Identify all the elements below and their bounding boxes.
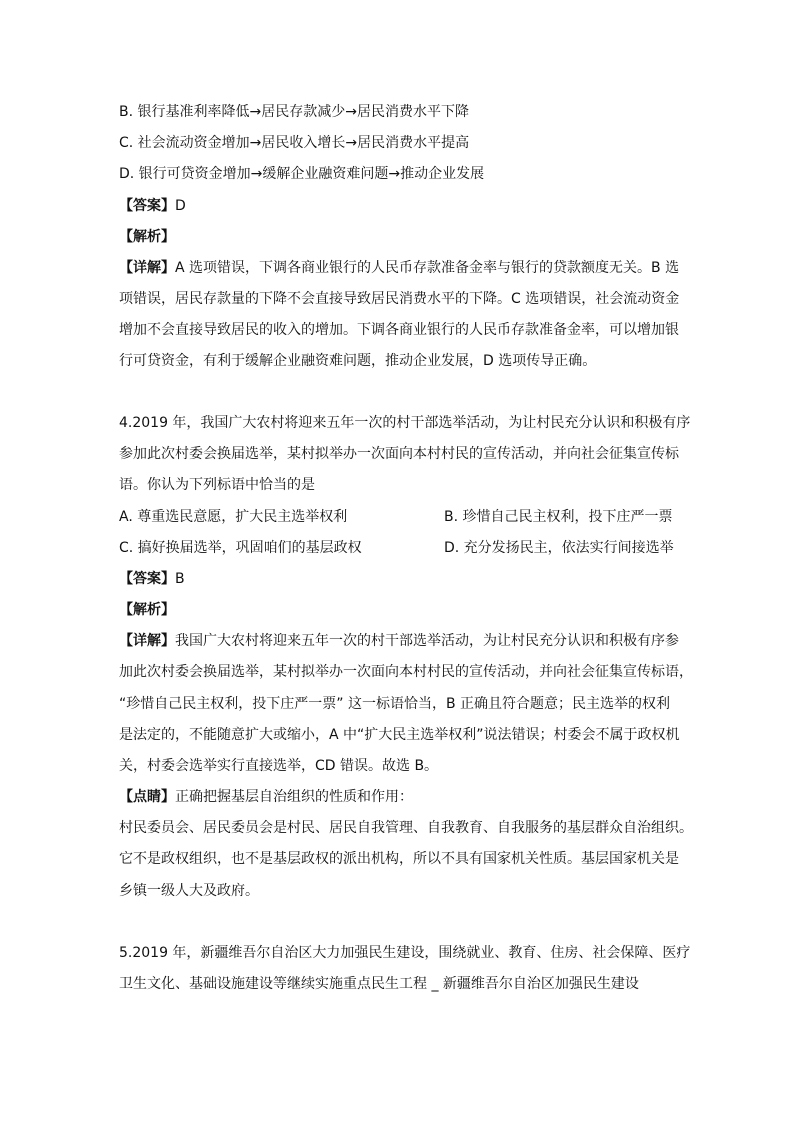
answer-tag: 【答案】	[119, 198, 175, 214]
q4-tip-line-1	[119, 787, 679, 807]
q4-option-c: C. 搞好换届选举，巩固咱们的基层政权	[119, 540, 362, 556]
q3-detail-line-2: 项错误，居民存款量的下降不会直接导致居民消费水平的下降。C 选项错误，社会流动资金	[119, 291, 680, 307]
q4-tip-line-2: 村民委员会、居民委员会是村民、居民自我管理、自我教育、自我服务的基层群众自治组织。	[119, 820, 693, 836]
q3-detail-line-3: 增加不会直接导致居民的收入的增加。下调各商业银行的人民币存款准备金率，可以增加银	[119, 322, 679, 338]
q5-stem-line-2: 卫生文化、基础设施建设等继续实施重点民生工程 _ 新疆维吾尔自治区加强民生建设	[119, 976, 639, 992]
q4-detail-line-3: “珍惜自己民主权利，投下庄严一票” 这一标语恰当，B 正确且符合题意；民主选举的权利	[119, 696, 671, 712]
detail-tag: 【详解】	[119, 633, 175, 649]
q3-detail-line-4: 行可贷资金，有利于缓解企业融资难问题，推动企业发展，D 选项传导正确。	[119, 353, 597, 369]
q3-option-c: C. 社会流动资金增加→居民收入增长→居民消费水平提高	[119, 135, 470, 151]
q4-detail-line-2: 加此次村委会换届选举，某村拟举办一次面向本村村民的宣传活动，并向社会征集宣传标语，	[119, 664, 693, 680]
q4-detail-line-5: 关，村委会选举实行直接选举，CD 错误。故选 B。	[119, 758, 439, 774]
q4-option-a: A. 尊重选民意愿，扩大民主选举权利	[119, 509, 348, 525]
q3-option-d: D. 银行可贷资金增加→缓解企业融资难问题→推动企业发展	[119, 166, 485, 182]
q5-stem-line-1: 5.2019 年，新疆维吾尔自治区大力加强民生建设，围绕就业、教育、住房、社会保障、医疗	[119, 945, 691, 961]
q4-option-d: D. 充分发扬民主，依法实行间接选举	[444, 540, 674, 556]
answer-value: D	[175, 198, 186, 214]
q4-tip-line-3: 它不是政权组织，也不是基层政权的派出机构，所以不具有国家机关性质。基层国家机关是	[119, 851, 679, 867]
q3-detail-line-1	[119, 258, 679, 278]
q4-stem-line-1: 4.2019 年，我国广大农村将迎来五年一次的村干部选举活动，为让村民充分认识和积极有序	[119, 415, 691, 431]
q4-stem-line-3: 语。你认为下列标语中恰当的是	[119, 477, 315, 493]
q3-analysis-tag: 【解析】	[119, 229, 175, 245]
q4-option-b: B. 珍惜自己民主权利，投下庄严一票	[444, 509, 673, 525]
q3-option-b: B. 银行基准利率降低→居民存款减少→居民消费水平下降	[119, 104, 469, 120]
detail-text: A 选项错误，下调各商业银行的人民币存款准备金率与银行的贷款额度无关。B 选	[175, 260, 680, 276]
q4-analysis-tag: 【解析】	[119, 602, 175, 618]
q3-answer	[119, 196, 679, 216]
answer-value: B	[175, 571, 185, 587]
detail-tag: 【详解】	[119, 260, 175, 276]
tip-tag: 【点睛】	[119, 789, 175, 805]
q4-answer	[119, 569, 679, 589]
tip-text: 正确把握基层自治组织的性质和作用：	[175, 789, 413, 805]
q4-tip-line-4: 乡镇一级人大及政府。	[119, 883, 259, 899]
q4-detail-line-1	[119, 631, 679, 651]
q4-stem-line-2: 参加此次村委会换届选举，某村拟举办一次面向本村村民的宣传活动，并向社会征集宣传标	[119, 446, 679, 462]
q4-detail-line-4: 是法定的，不能随意扩大或缩小，A 中“扩大民主选举权利”说法错误；村委会不属于政权机	[119, 727, 680, 743]
detail-text: 我国广大农村将迎来五年一次的村干部选举活动，为让村民充分认识和积极有序参	[175, 633, 679, 649]
answer-tag: 【答案】	[119, 571, 175, 587]
